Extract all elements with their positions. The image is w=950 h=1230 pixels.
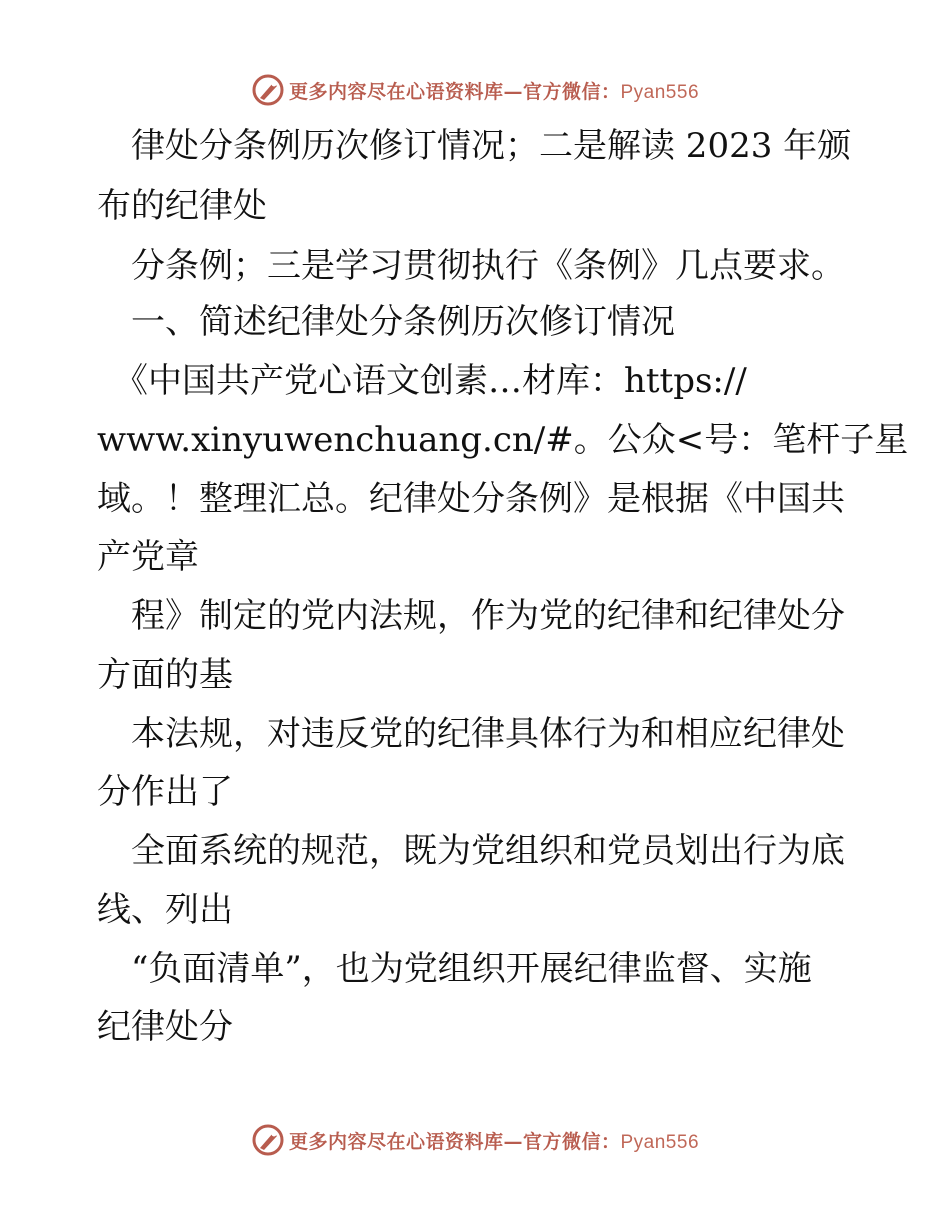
- body-line: 程》制定的党内法规，作为党的纪律和纪律处分: [97, 596, 845, 636]
- section-heading: 一、简述纪律处分条例历次修订情况: [97, 302, 675, 342]
- body-line: “负面清单”，也为党组织开展纪律监督、实施: [97, 949, 812, 989]
- body-line: www.xinyuwenchuang.cn/#。公众<号：笔杆子星: [97, 420, 909, 460]
- body-line: 线、列出: [97, 890, 233, 930]
- pen-logo-icon: [251, 1123, 285, 1157]
- body-line: 《中国共产党心语文创素…材库：https://: [97, 361, 747, 401]
- footer-watermark: [0, 1120, 950, 1160]
- watermark-text: 更多内容尽在心语资料库—官方微信：Pyan556: [288, 1130, 700, 1153]
- body-line: 布的纪律处: [97, 186, 267, 226]
- body-line: 分条例；三是学习贯彻执行《条例》几点要求。: [97, 246, 845, 286]
- body-line: 方面的基: [97, 655, 233, 695]
- body-line: 律处分条例历次修订情况；二是解读 2023 年颁: [97, 126, 852, 166]
- pen-logo-icon: [251, 73, 285, 107]
- body-line: 全面系统的规范，既为党组织和党员划出行为底: [97, 831, 845, 871]
- watermark-text: 更多内容尽在心语资料库—官方微信：Pyan556: [288, 80, 700, 103]
- body-line: 分作出了: [97, 772, 233, 812]
- header-watermark: [0, 70, 950, 110]
- body-line: 本法规，对违反党的纪律具体行为和相应纪律处: [97, 714, 845, 754]
- body-line: 产党章: [97, 537, 199, 577]
- body-line: 纪律处分: [97, 1007, 233, 1047]
- body-line: 域。！整理汇总。纪律处分条例》是根据《中国共: [97, 479, 845, 519]
